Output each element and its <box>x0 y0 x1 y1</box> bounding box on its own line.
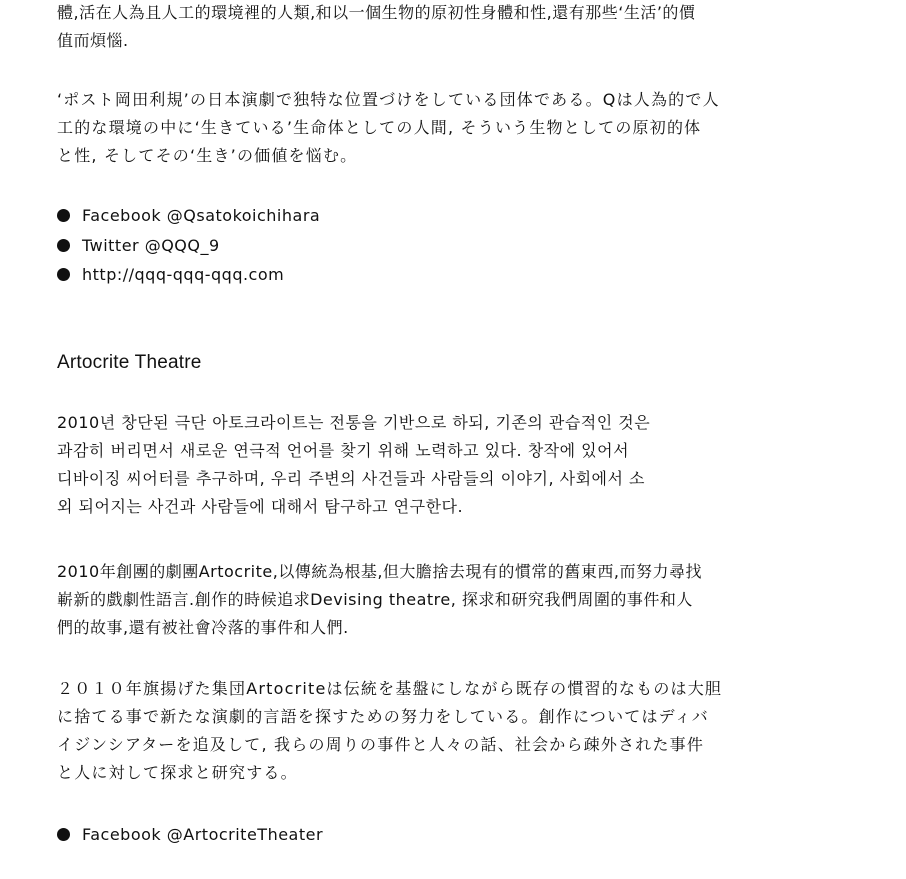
q-description-japanese <box>57 86 720 170</box>
artocrite-description-chinese <box>57 558 702 642</box>
list-item <box>57 260 320 290</box>
text-line: に捨てる事で新たな演劇的言語を探すための努力をしている。創作についてはディバ <box>57 707 710 726</box>
bullet-icon <box>57 268 70 281</box>
text-line: 과감히 버리면서 새로운 연극적 언어를 찾기 위해 노력하고 있다. 창작에 있어서 <box>57 441 630 460</box>
artocrite-links-list <box>57 820 323 850</box>
text-line: 工的な環境の中に‘生きている’生命体としての人間, そういう生物としての原初的体 <box>57 118 702 137</box>
text-line: 們的故事,還有被社會冷落的事件和人們. <box>57 618 349 637</box>
q-links-list <box>57 201 320 290</box>
text-line: 值而煩惱. <box>57 31 129 50</box>
bullet-icon <box>57 209 70 222</box>
text-line: イジンシアターを追及して, 我らの周りの事件と人々の話、社会から疎外された事件 <box>57 735 705 754</box>
q-description-chinese <box>57 0 695 55</box>
text-line: ‘ポスト岡田利規’の日本演劇で独特な位置づけをしている団体である。Qは人為的で人 <box>57 90 720 109</box>
text-line: 외 되어지는 사건과 사람들에 대해서 탐구하고 연구한다. <box>57 497 464 516</box>
list-item <box>57 820 323 850</box>
website-link[interactable]: http://qqq-qqq-qqq.com <box>82 265 285 284</box>
text-line: と性, そしてその‘生き’の価値を悩む。 <box>57 146 358 165</box>
text-line: 嶄新的戲劇性語言.創作的時候追求Devising theatre, 探求和研究我們周圍的事件和人 <box>57 590 693 609</box>
twitter-link[interactable]: Twitter @QQQ_9 <box>82 235 220 255</box>
text-line: ２０１０年旗揚げた集団Artocriteは伝統を基盤にしながら既存の慣習的なものは大胆 <box>57 679 723 698</box>
list-item <box>57 231 320 261</box>
text-line: 體,活在人為且人工的環境裡的人類,和以一個生物的原初性身體和性,還有那些‘生活’的價 <box>57 3 696 22</box>
bullet-icon <box>57 828 70 841</box>
bullet-icon <box>57 239 70 252</box>
text-line: と人に対して探求と研究する。 <box>57 763 298 782</box>
facebook-link[interactable]: Facebook @ArtocriteTheater <box>82 825 324 844</box>
section-heading: Artocrite Theatre <box>57 352 202 373</box>
text-line: 2010년 창단된 극단 아토크라이트는 전통을 기반으로 하되, 기존의 관습적인 것은 <box>57 413 651 432</box>
artocrite-description-korean <box>57 409 650 521</box>
text-line: 디바이징 씨어터를 추구하며, 우리 주변의 사건들과 사람들의 이야기, 사회에서 소 <box>57 469 645 488</box>
artocrite-description-japanese <box>57 675 722 787</box>
text-line: 2010年創團的劇團Artocrite,以傳統為根基,但大膽捨去現有的慣常的舊東西,而努力尋找 <box>57 562 703 581</box>
facebook-link[interactable]: Facebook @Qsatokoichihara <box>82 206 321 225</box>
list-item <box>57 201 320 231</box>
